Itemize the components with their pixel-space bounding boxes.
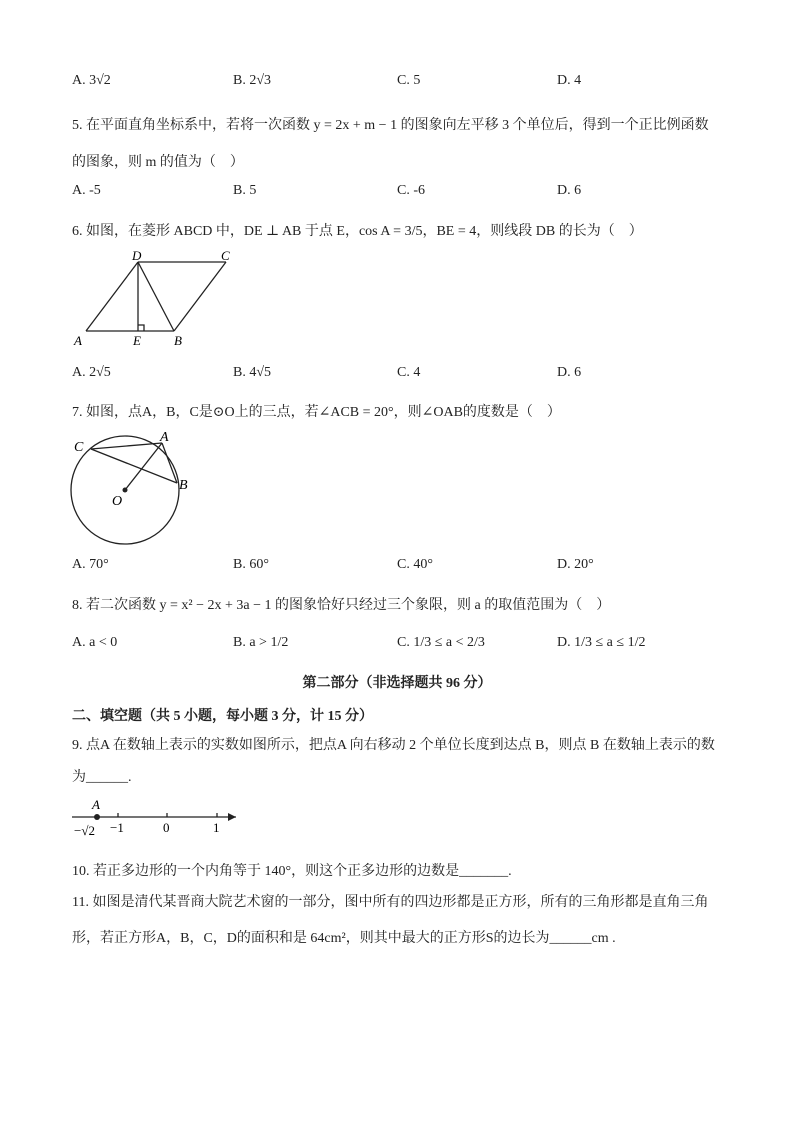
q5-option-b: B. 5 — [233, 183, 257, 198]
q6-label-c: C — [221, 248, 230, 263]
q6-option-d: D. 6 — [557, 365, 582, 380]
q9-tick-label: 1 — [213, 820, 220, 835]
q7-label-b: B — [179, 478, 188, 493]
q7-label-a: A — [160, 430, 169, 445]
section2-title: 二、填空题（共 5 小题，每小题 3 分，计 15 分） — [72, 709, 373, 724]
q6-label-d: D — [132, 248, 142, 263]
q5-option-c: C. -6 — [397, 183, 425, 198]
q4-option-b: B. 2√3 — [233, 73, 272, 88]
q9-point-label: A — [92, 797, 100, 812]
q4-option-a: A. 3√2 — [72, 73, 111, 88]
q9-tick-label: 0 — [163, 820, 170, 835]
q8-option-d: D. 1/3 ≤ a ≤ 1/2 — [557, 635, 646, 650]
q9-number-line — [66, 795, 246, 843]
part2-title: 第二部分（非选择题共 96 分） — [302, 676, 492, 691]
q7-label-o: O — [112, 494, 123, 509]
q6-option-c: C. 4 — [397, 365, 421, 380]
q7-stem: 7. 如图，点A，B，C是⊙O上的三点，若∠ACB = 20°，则∠OAB的度数是（ ） — [72, 405, 561, 420]
q6-label-a: A — [74, 333, 82, 348]
q9-tick-label: −1 — [110, 820, 124, 835]
arrow-icon — [228, 813, 236, 821]
q8-stem: 8. 若二次函数 y = x² − 2x + 3a − 1 的图象恰好只经过三个象限，则 a 的取值范围为（ ） — [72, 598, 611, 613]
q7-option-d: D. 20° — [557, 557, 594, 572]
q6-label-b: B — [174, 333, 182, 348]
q5-option-d: D. 6 — [557, 183, 582, 198]
q9-stem-line2: 为______. — [72, 770, 132, 785]
q5-stem-line2: 的图象，则 m 的值为（ ） — [72, 155, 244, 170]
q11-stem-line2: 形，若正方形A，B，C，D的面积和是 64cm²，则其中最大的正方形S的边长为______cm . — [72, 931, 616, 946]
q11-stem-line1: 11. 如图是清代某晋商大院艺术窗的一部分，图中所有的四边形都是正方形，所有的三角形都是直角三角 — [72, 895, 709, 910]
q8-option-b: B. a > 1/2 — [233, 635, 289, 650]
q8-option-a: A. a < 0 — [72, 635, 118, 650]
q5-stem-line1: 5. 在平面直角坐标系中，若将一次函数 y = 2x + m − 1 的图象向左平移 3 个单位后，得到一个正比例函数 — [72, 118, 709, 133]
point-a-dot — [94, 814, 100, 820]
q5-option-a: A. -5 — [72, 183, 101, 198]
q7-option-a: A. 70° — [72, 557, 109, 572]
q9-tick-label: −√2 — [74, 823, 95, 838]
q6-option-b: B. 4√5 — [233, 365, 272, 380]
q4-option-c: C. 5 — [397, 73, 421, 88]
q7-circle-figure — [62, 425, 202, 550]
q7-option-b: B. 60° — [233, 557, 269, 572]
q6-label-e: E — [133, 333, 141, 348]
q8-option-c: C. 1/3 ≤ a < 2/3 — [397, 635, 485, 650]
q10-stem: 10. 若正多边形的一个内角等于 140°，则这个正多边形的边数是_______. — [72, 864, 512, 879]
q6-option-a: A. 2√5 — [72, 365, 111, 380]
q6-stem: 6. 如图，在菱形 ABCD 中，DE ⊥ AB 于点 E，cos A = 3/5，BE = 4，则线段 DB 的长为（ ） — [72, 224, 643, 239]
q6-rhombus-figure — [70, 248, 245, 348]
q7-option-c: C. 40° — [397, 557, 433, 572]
q9-stem-line1: 9. 点A 在数轴上表示的实数如图所示，把点A 向右移动 2 个单位长度到达点 B，则点 B 在数轴上表示的数 — [72, 738, 715, 753]
q7-label-c: C — [74, 440, 84, 455]
q4-option-d: D. 4 — [557, 73, 582, 88]
